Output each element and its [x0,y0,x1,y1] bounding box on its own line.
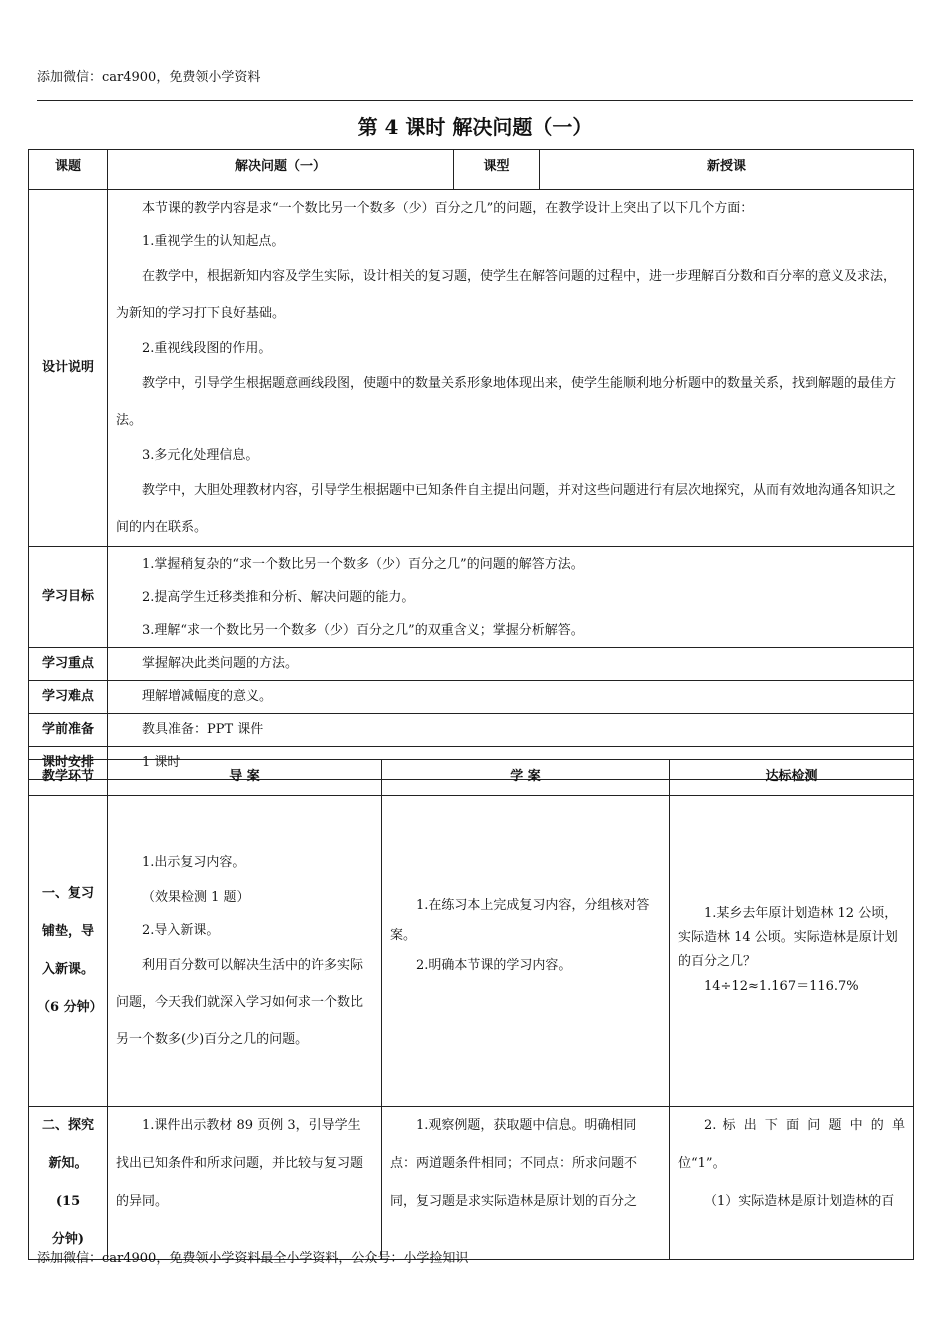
type-value: 新授课 [540,150,914,190]
header-note: 添加微信：car4900，免费领小学资料 [37,70,261,85]
stage-line: 新知。(15 [48,1156,88,1209]
prep-row [29,714,914,747]
goal-item: 1.掌握稍复杂的“求一个数比另一个数多（少）百分之几”的问题的解答方法。 [142,557,584,572]
design-paragraph: 教学中，引导学生根据题意画线段图，使题中的数量关系形象地体现出来，使学生能顺利地分析题中的数量关系，找到解题的最佳方法。 [116,376,897,428]
study-paragraph: 1.观察例题，获取题中信息。明确相同点：两道题条件相同；不同点：所求问题不同，复习题是求实际造林是原计划的百分之 [390,1118,638,1209]
stage-line: 一、复习 [41,886,94,901]
study-review [382,796,670,1107]
goal-item: 2.提高学生迁移类推和分析、解决问题的能力。 [142,590,415,605]
process-row-review [29,796,914,1107]
check-paragraph: 1.某乡去年原计划造林 12 公顷，实际造林 14 公顷。实际造林是原计划的百分之几？ [678,906,898,969]
design-paragraph: 1.重视学生的认知起点。 [142,234,285,249]
topic-value: 解决问题（一） [108,150,454,190]
process-header-check: 达标检测 [670,760,914,796]
prep-label: 学前准备 [29,714,108,747]
design-label: 设计说明 [29,190,108,547]
schedule-text: 1 课时 [142,755,181,770]
guide-paragraph: 利用百分数可以解决生活中的许多实际问题，今天我们就深入学习如何求一个数比另一个数多(少)百分之几的问题。 [116,958,364,1047]
design-paragraph: 2.重视线段图的作用。 [142,341,272,356]
check-explore [670,1107,914,1260]
study-spacer [390,981,661,1011]
key-label: 学习重点 [29,648,108,681]
key-row [29,648,914,681]
difficulty-row [29,681,914,714]
difficulty-text: 理解增减幅度的意义。 [142,689,273,704]
guide-paragraph: （效果检测 1 题） [142,890,250,905]
process-header-guide: 导 案 [108,760,382,796]
prep-text: 教具准备：PPT 课件 [142,722,264,737]
type-label: 课型 [454,150,540,190]
stage-line: 入新课。 [41,962,94,977]
guide-paragraph: 1.课件出示教材 89 页例 3，引导学生找出已知条件和所求问题，并比较与复习题的异同。 [116,1118,364,1209]
check-paragraph: （1）实际造林是原计划造林的百 [704,1194,895,1209]
study-paragraph: 1.在练习本上完成复习内容，分组核对答案。 [390,898,650,943]
difficulty-value [108,681,914,714]
design-paragraph: 教学中，大胆处理教材内容，引导学生根据题中已知条件自主提出问题，并对这些问题进行有层次地探究，从而有效地沟通各知识之间的内在联系。 [116,483,897,535]
process-header-study: 学 案 [382,760,670,796]
study-paragraph: 2.明确本节课的学习内容。 [416,958,572,973]
stage-line: （6 分钟） [37,1000,103,1015]
process-row-explore [29,1107,914,1260]
stage-line: 铺垫，导 [41,924,94,939]
guide-review [108,796,382,1107]
check-paragraph: 2. 标 出 下 面 问 题 中 的 单 位“1”。 [678,1118,905,1171]
design-row [29,190,914,547]
page-title: 第 4 课时 解决问题（一） [357,115,593,139]
goals-content [108,547,914,648]
goals-label: 学习目标 [29,547,108,648]
guide-explore [108,1107,382,1260]
process-header-row [29,760,914,796]
design-content [108,190,914,547]
lesson-info-table [28,149,914,780]
prep-value [108,714,914,747]
check-review [670,796,914,1107]
goal-item: 3.理解“求一个数比另一个数多（少）百分之几”的双重含义；掌握分析解答。 [142,623,584,638]
guide-paragraph: 1.出示复习内容。 [142,855,246,870]
goals-row [29,547,914,648]
design-paragraph: 本节课的教学内容是求“一个数比另一个数多（少）百分之几”的问题，在教学设计上突出了以下几个方面： [142,201,754,216]
process-header-stage: 教学环节 [29,760,108,796]
guide-paragraph: 2.导入新课。 [142,923,220,938]
stage-explore [29,1107,108,1260]
header-divider [37,100,913,101]
topic-label: 课题 [29,150,108,190]
stage-line: 分钟) [51,1232,85,1247]
key-value [108,648,914,681]
stage-line: 二、探究 [41,1118,94,1133]
topic-row [29,150,914,190]
schedule-label: 课时安排 [29,747,108,780]
difficulty-label: 学习难点 [29,681,108,714]
stage-review [29,796,108,1107]
footer-note: 添加微信：car4900，免费领小学资料最全小学资料，公众号：小学捡知识 [37,1251,469,1266]
teaching-process-table [28,759,914,1260]
design-paragraph: 3.多元化处理信息。 [142,448,259,463]
check-paragraph: 14÷12≈1.167＝116.7% [704,979,859,994]
design-paragraph: 在教学中，根据新知内容及学生实际，设计相关的复习题，使学生在解答问题的过程中，进一步理解百分数和百分率的意义及求法，为新知的学习打下良好基础。 [116,269,897,321]
key-text: 掌握解决此类问题的方法。 [142,656,299,671]
study-explore [382,1107,670,1260]
